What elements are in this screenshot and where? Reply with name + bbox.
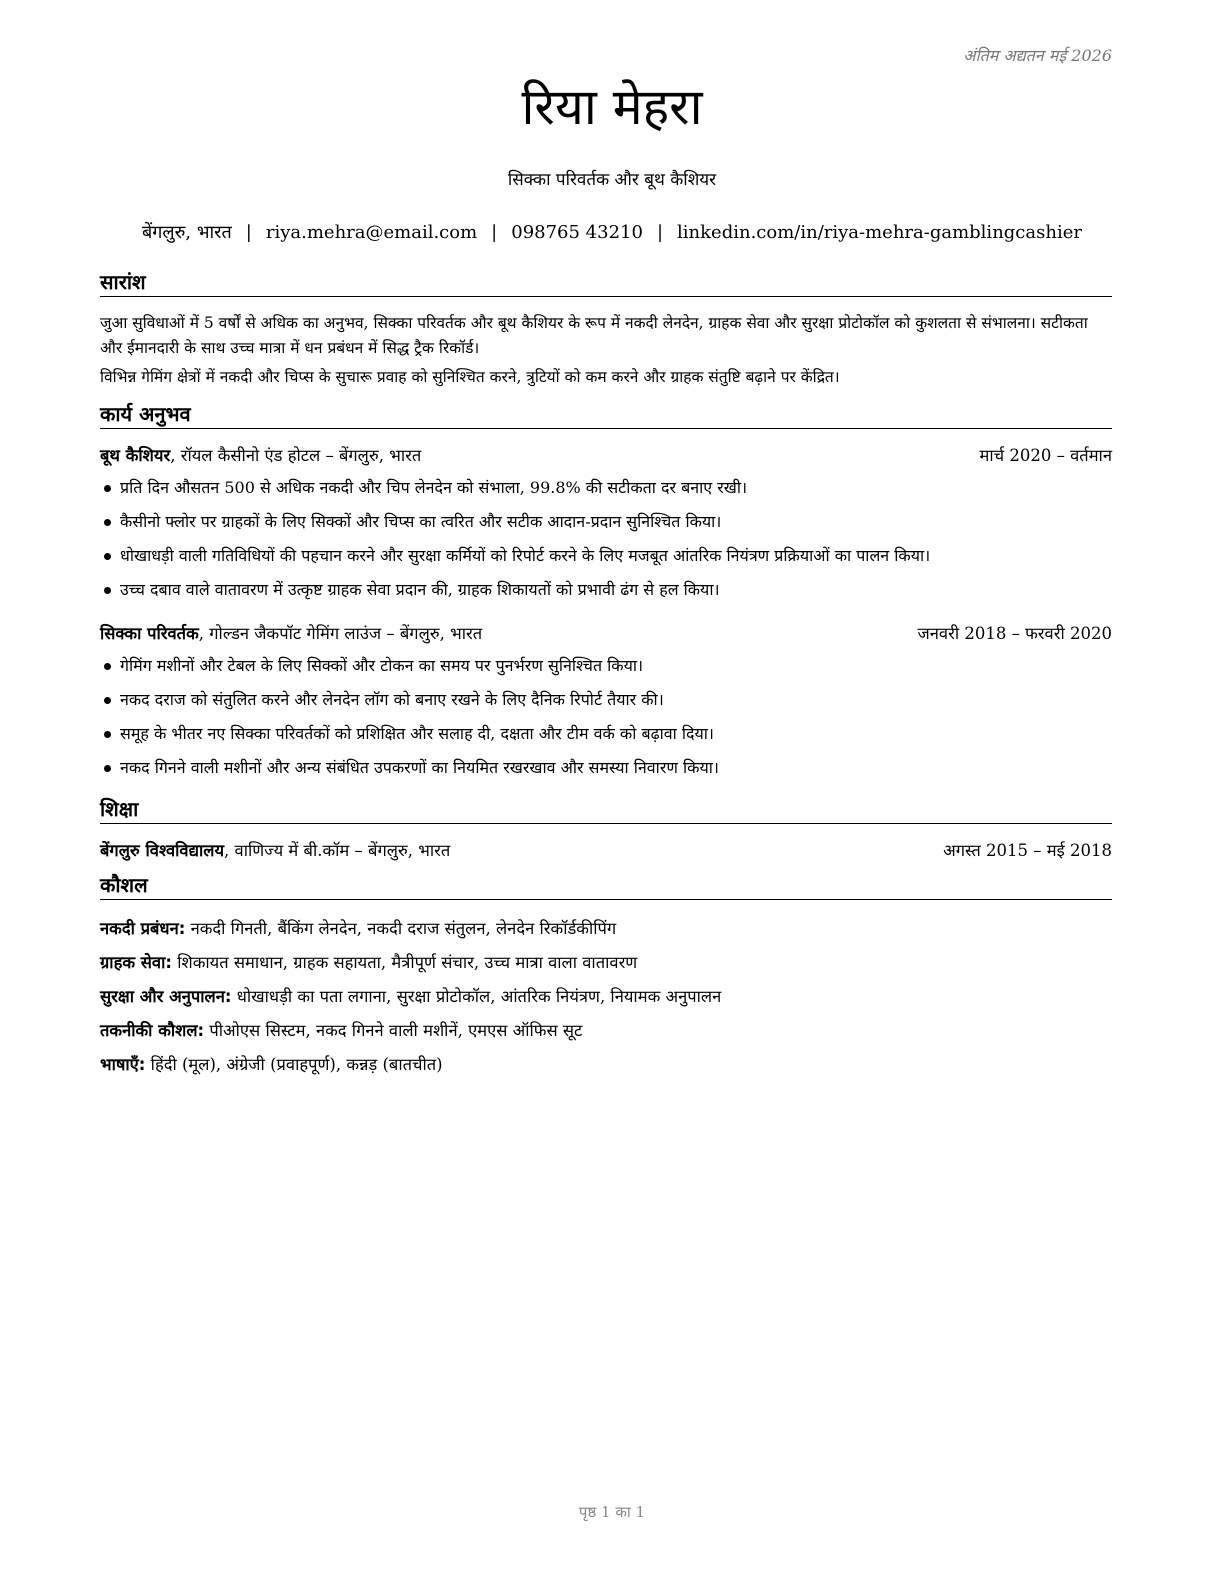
employer: , गोल्डन जैकपॉट गेमिंग लाउंज – बेंगलुरु, भारत <box>198 624 483 643</box>
last-updated-note: अंतिम अद्यतन मई 2026 <box>963 46 1112 65</box>
skill-row <box>100 1048 1112 1082</box>
entry-header <box>100 443 1112 466</box>
education-section <box>100 795 1112 861</box>
contact-separator: | <box>245 222 252 243</box>
achievement-list <box>100 649 1112 785</box>
resume-body <box>100 268 1112 1082</box>
experience-entry <box>100 621 1112 785</box>
section-heading-skills: कौशल <box>100 871 1112 900</box>
skill-value: पीओएस सिस्टम, नकद गिनने वाली मशीनें, एमएस ऑफिस सूट <box>204 1021 583 1040</box>
skill-label: सुरक्षा और अनुपालन: <box>100 987 232 1006</box>
job-title: सिक्का परिवर्तक और बूथ कैशियर <box>507 170 717 190</box>
education-entry <box>100 838 1112 861</box>
list-item: गेमिंग मशीनों और टेबल के लिए सिक्कों और टोकन का समय पर पुनर्भरण सुनिश्चित किया। <box>100 649 1112 683</box>
list-item: उच्च दबाव वाले वातावरण में उत्कृष्ट ग्राहक सेवा प्रदान की, ग्राहक शिकायतों को प्रभावी ढंग से हल किया। <box>100 573 1112 607</box>
entry-header <box>100 621 1112 644</box>
skill-row <box>100 1014 1112 1048</box>
list-item: प्रति दिन औसतन 500 से अधिक नकदी और चिप लेनदेन को संभाला, 99.8% की सटीकता दर बनाए रखी। <box>100 471 1112 505</box>
skill-label: तकनीकी कौशल: <box>100 1021 205 1040</box>
list-item: कैसीनो फ्लोर पर ग्राहकों के लिए सिक्कों और चिप्स का त्वरित और सटीक आदान-प्रदान सुनिश्चित किया। <box>100 505 1112 539</box>
degree-detail: , वाणिज्य में बी.कॉम – बेंगलुरु, भारत <box>224 841 451 860</box>
contact-linkedin-link[interactable]: linkedin.com/in/riya-mehra-gamblingcashier <box>677 222 1082 243</box>
job-role-title: बूथ कैशियर <box>100 446 171 465</box>
entry-role <box>100 621 482 644</box>
entry-school <box>100 838 450 861</box>
summary-section <box>100 268 1112 390</box>
entry-dates: मार्च 2020 – वर्तमान <box>979 446 1112 465</box>
summary-paragraph: विभिन्न गेमिंग क्षेत्रों में नकदी और चिप्स के सुचारू प्रवाह को सुनिश्चित करने, त्रुटियों को कम करने और ग्राहक संतुष्टि बढ़ाने पर केंद्रित। <box>100 368 840 386</box>
skill-value: हिंदी (मूल), अंग्रेजी (प्रवाहपूर्ण), कन्नड़ (बातचीत) <box>145 1055 443 1074</box>
skill-label: नकदी प्रबंधन: <box>100 919 186 938</box>
list-item: नकद गिनने वाली मशीनों और अन्य संबंधित उपकरणों का नियमित रखरखाव और समस्या निवारण किया। <box>100 751 1112 785</box>
skill-row <box>100 980 1112 1014</box>
skill-value: धोखाधड़ी का पता लगाना, सुरक्षा प्रोटोकॉल, आंतरिक नियंत्रण, नियामक अनुपालन <box>231 987 722 1006</box>
contact-location: बेंगलुरु, भारत <box>142 222 232 243</box>
section-heading-experience: कार्य अनुभव <box>100 400 1112 429</box>
job-role-title: सिक्का परिवर्तक <box>100 624 199 643</box>
skill-row <box>100 946 1112 980</box>
employer: , रॉयल कैसीनो एंड होटल – बेंगलुरु, भारत <box>170 446 422 465</box>
experience-section <box>100 400 1112 785</box>
list-item: धोखाधड़ी वाली गतिविधियों की पहचान करने और सुरक्षा कर्मियों को रिपोर्ट करने के लिए मजबूत आंतरिक नियंत्रण प्रक्रियाओं का पालन किया। <box>100 539 1112 573</box>
achievement-list <box>100 471 1112 607</box>
skill-value: नकदी गिनती, बैंकिंग लेनदेन, नकदी दराज संतुलन, लेनदेन रिकॉर्डकीपिंग <box>185 919 617 938</box>
contact-separator: | <box>656 222 664 243</box>
contact-email[interactable]: riya.mehra@email.com <box>265 222 478 243</box>
experience-entry <box>100 443 1112 607</box>
skill-row <box>100 912 1112 946</box>
contact-line <box>0 220 1224 244</box>
entry-role <box>100 443 421 466</box>
list-item: नकद दराज को संतुलित करने और लेनदेन लॉग को बनाए रखने के लिए दैनिक रिपोर्ट तैयार की। <box>100 683 1112 717</box>
section-heading-education: शिक्षा <box>100 795 1112 824</box>
skill-label: भाषाएँ: <box>100 1055 146 1074</box>
entry-dates: अगस्त 2015 – मई 2018 <box>943 841 1112 860</box>
entry-dates: जनवरी 2018 – फरवरी 2020 <box>917 624 1112 643</box>
contact-phone: 098765 43210 <box>511 222 643 243</box>
skill-value: शिकायत समाधान, ग्राहक सहायता, मैत्रीपूर्ण संचार, उच्च मात्रा वाला वातावरण <box>171 953 638 972</box>
skills-section <box>100 871 1112 1082</box>
candidate-name: रिया मेहरा <box>521 78 703 136</box>
skills-list <box>100 912 1112 1082</box>
section-heading-summary: सारांश <box>100 268 1112 297</box>
school-name: बेंगलुरु विश्वविद्यालय <box>100 841 225 860</box>
summary-paragraph: जुआ सुविधाओं में 5 वर्षों से अधिक का अनुभव, सिक्का परिवर्तक और बूथ कैशियर के रूप में नकदी लेनदेन, ग्राहक सेवा और सुरक्षा प्रोटोकॉल को कुशलता से संभालना। सटीकता और ईमानदारी के साथ उच्च मात्रा में धन प्रबंधन में सिद्ध ट्रैक रिकॉर्ड। <box>100 314 1088 357</box>
list-item: समूह के भीतर नए सिक्का परिवर्तकों को प्रशिक्षित और सलाह दी, दक्षता और टीम वर्क को बढ़ावा दिया। <box>100 717 1112 751</box>
skill-label: ग्राहक सेवा: <box>100 953 172 972</box>
contact-separator: | <box>491 222 498 243</box>
page-number: पृष्ठ 1 का 1 <box>578 1503 646 1521</box>
